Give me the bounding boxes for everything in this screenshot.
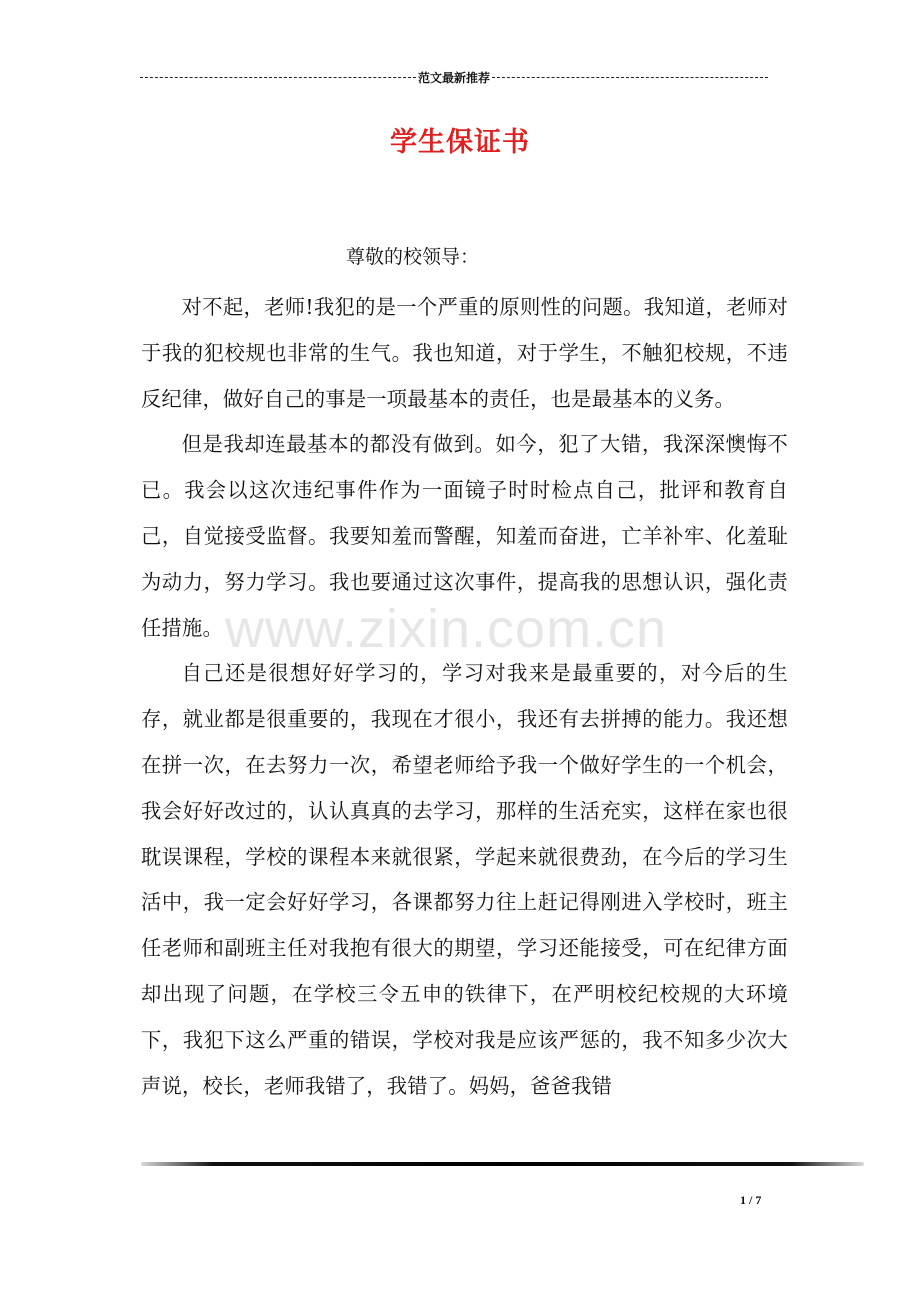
footer-rule bbox=[141, 1162, 864, 1166]
document-title: 学生保证书 bbox=[390, 127, 530, 158]
header-dashes-left bbox=[140, 77, 416, 78]
header-label: 范文最新推荐 bbox=[418, 70, 491, 85]
header-banner bbox=[140, 68, 768, 86]
paragraph-1: 对不起，老师!我犯的是一个严重的原则性的问题。我知道，老师对于我的犯校规也非常的生气。我也知道，对于学生，不触犯校规，不违反纪律，做好自己的事是一项最基本的责任，也是最基本的义务。 bbox=[141, 295, 788, 411]
paragraph-3: 自己还是很想好好学习的，学习对我来是最重要的，对今后的生存，就业都是很重要的，我现在才很小，我还有去拼搏的能力。我还想在拼一次，在去努力一次，希望老师给予我一个做好学生的一个机会，我会好好改过的，认认真真的去学习，那样的生活充实，这样在家也很耽误课程，学校的课程本来就很紧，学起来就很费劲，在今后的学习生活中，我一定会好好学习，各课都努力往上赶记得刚进入学校时，班主任老师和副班主任对我抱有很大的期望，学习还能接受，可在纪律方面却出现了问题，在学校三令五申的铁律下，在严明校纪校规的大环境下，我犯下这么严重的错误，学校对我是应该严惩的，我不知多少次大声说，校长，老师我错了，我错了。妈妈，爸爸我错 bbox=[141, 661, 788, 1098]
document-body bbox=[141, 238, 788, 1109]
paragraph-2: 但是我却连最基本的都没有做到。如今，犯了大错，我深深懊悔不已。我会以这次违纪事件作为一面镜子时时检点自己，批评和教育自己，自觉接受监督。我要知羞而警醒，知羞而奋进，亡羊补牢、化羞耻为动力，努力学习。我也要通过这次事件，提高我的思想认识，强化责任措施。 bbox=[141, 432, 788, 640]
salutation: 尊敬的校领导： bbox=[346, 246, 480, 268]
header-dashes-right bbox=[492, 77, 768, 78]
page-number: 1 / 7 bbox=[740, 1193, 762, 1207]
watermark: www.zixin.com.cn bbox=[225, 599, 668, 659]
